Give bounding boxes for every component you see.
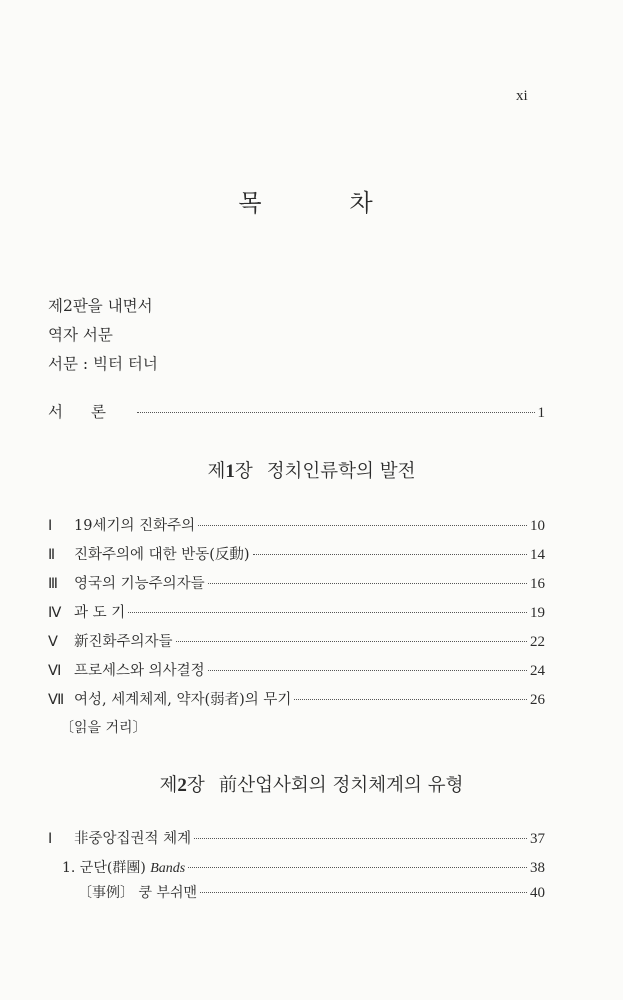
- chapter-title: 정치인류학의 발전: [266, 461, 416, 482]
- entry-page: 16: [530, 576, 545, 592]
- chapter-suffix: 장: [186, 775, 205, 796]
- dot-leader: [137, 412, 535, 413]
- entry-page: 37: [530, 831, 545, 847]
- front-matter-item[interactable]: 서문 : 빅터 터너: [48, 355, 158, 373]
- toc-entry-introduction[interactable]: [48, 400, 545, 422]
- entry-label-italic: Bands: [150, 861, 186, 876]
- toc-entry[interactable]: [48, 572, 545, 593]
- entry-label: 19세기의 진화주의: [74, 518, 196, 534]
- chapter-prefix: 제: [159, 775, 178, 796]
- entry-label: 非중앙집권적 체계: [74, 831, 192, 847]
- page-number: xi: [516, 88, 528, 104]
- roman-numeral: Ⅳ: [48, 605, 62, 621]
- chapter-number: 2: [177, 775, 187, 796]
- roman-numeral: Ⅱ: [48, 547, 56, 563]
- entry-page: 24: [530, 663, 545, 679]
- toc-entry[interactable]: [48, 630, 545, 651]
- dot-leader: [176, 641, 527, 642]
- toc-subentry[interactable]: [62, 857, 545, 877]
- toc-entry[interactable]: [48, 659, 545, 680]
- roman-numeral: Ⅶ: [48, 692, 65, 708]
- toc-subentry[interactable]: [78, 882, 545, 902]
- entry-page: 38: [530, 860, 545, 876]
- chapter-heading-2[interactable]: [0, 771, 623, 797]
- chapter-prefix: 제: [207, 461, 226, 482]
- entry-page: 10: [530, 518, 545, 534]
- entry-label: 〔事例〕 쿵 부쉬맨: [78, 885, 197, 901]
- roman-numeral: Ⅵ: [48, 663, 62, 679]
- roman-numeral: Ⅴ: [48, 634, 58, 650]
- entry-label: 진화주의에 대한 반동(反動): [74, 547, 250, 563]
- dot-leader: [128, 612, 527, 613]
- entry-label-text: 1. 군단(群團): [62, 860, 151, 876]
- front-matter-item[interactable]: 역자 서문: [48, 326, 113, 344]
- entry-page: 1: [537, 405, 545, 421]
- entry-label: 영국의 기능주의자들: [74, 576, 205, 592]
- entry-label: 여성, 세계체제, 약자(弱者)의 무기: [74, 692, 292, 708]
- entry-label: 과 도 기: [74, 605, 126, 621]
- toc-title: 목 차: [238, 189, 405, 217]
- dot-leader: [188, 867, 527, 868]
- toc-entry[interactable]: [48, 601, 545, 622]
- entry-label: [62, 857, 185, 877]
- front-matter-item[interactable]: 제2판을 내면서: [48, 297, 153, 315]
- toc-entry[interactable]: [48, 827, 545, 848]
- toc-entry[interactable]: [48, 688, 545, 709]
- dot-leader: [198, 525, 527, 526]
- entry-label: 프로세스와 의사결정: [74, 663, 205, 679]
- toc-entry[interactable]: [48, 514, 545, 535]
- chapter-heading-1[interactable]: [0, 457, 623, 483]
- dot-leader: [208, 670, 527, 671]
- roman-numeral: Ⅲ: [48, 576, 58, 592]
- chapter-suffix: 장: [234, 461, 253, 482]
- chapter-title: 前산업사회의 정치체계의 유형: [218, 775, 464, 796]
- dot-leader: [294, 699, 527, 700]
- entry-page: 40: [530, 885, 545, 901]
- dot-leader: [200, 892, 527, 893]
- entry-page: 19: [530, 605, 545, 621]
- entry-label: 서론: [48, 403, 134, 421]
- entry-page: 22: [530, 634, 545, 650]
- entry-page: 26: [530, 692, 545, 708]
- roman-numeral: Ⅰ: [48, 518, 53, 534]
- dot-leader: [253, 554, 527, 555]
- roman-numeral: Ⅰ: [48, 831, 53, 847]
- chapter-number: 1: [225, 461, 235, 482]
- dot-leader: [194, 838, 527, 839]
- entry-label: 新진화주의자들: [74, 634, 173, 650]
- entry-page: 14: [530, 547, 545, 563]
- front-matter-list: [48, 292, 158, 379]
- dot-leader: [208, 583, 527, 584]
- toc-entry[interactable]: [48, 543, 545, 564]
- reading-list-link[interactable]: 〔읽을 거리〕: [60, 720, 147, 736]
